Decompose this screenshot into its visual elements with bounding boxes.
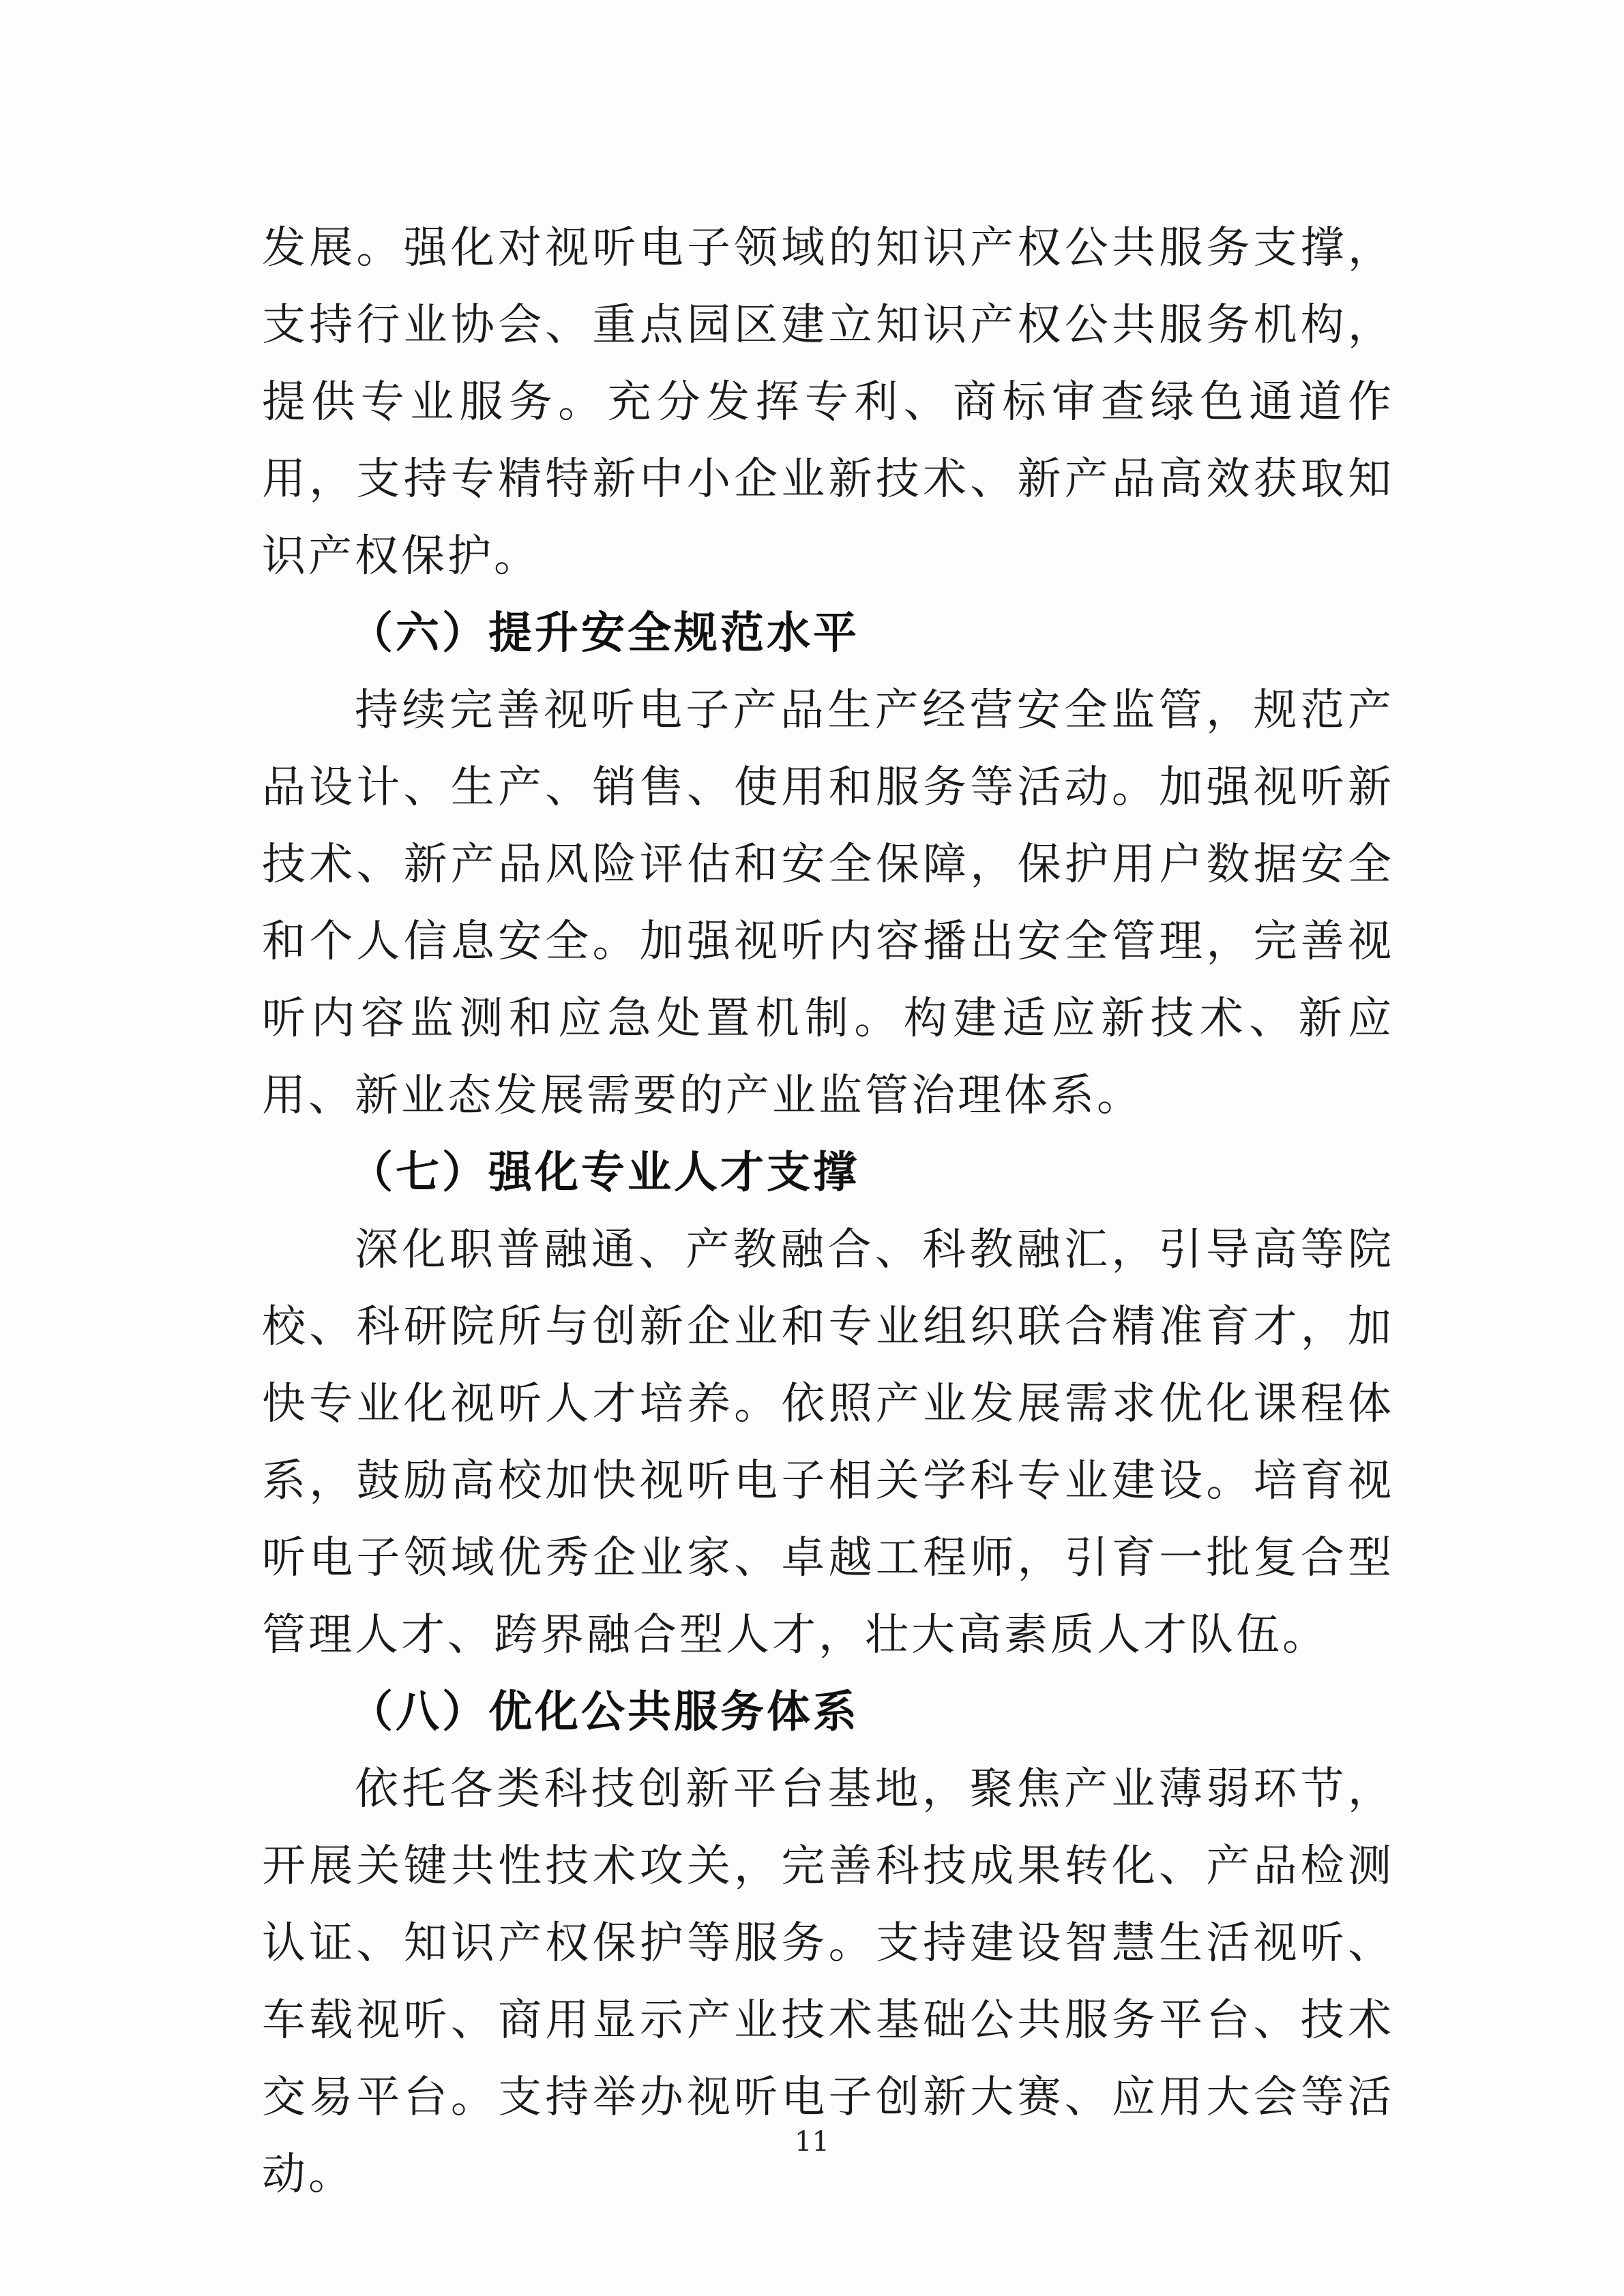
page-number: 11 [795,2126,829,2158]
paragraph-public-services: 依托各类科技创新平台基地，聚焦产业薄弱环节，开展关键共性技术攻关，完善科技成果转化、产品检测认证、知识产权保护等服务。支持建设智慧生活视听、车载视听、商用显示产业技术基础公共服务平台、技术交易平台。支持举办视听电子创新大赛、应用大会等活动。 [262,1764,1394,2200]
heading-section-8: （八）优化公共服务体系 [349,1687,859,1738]
heading-section-7: （七）强化专业人才支撑 [349,1148,859,1198]
paragraph-talent-support: 深化职普融通、产教融合、科教融汇，引导高等院校、科研院所与创新企业和专业组织联合精准育才，加快专业化视听人才培养。依照产业发展需求优化课程体系，鼓励高校加快视听电子相关学科专业建设。培育视听电子领域优秀企业家、卓越工程师，引育一批复合型管理人才、跨界融合型人才，壮大高素质人才队伍。 [262,1225,1394,1660]
paragraph-safety-standards: 持续完善视听电子产品生产经营安全监管，规范产品设计、生产、销售、使用和服务等活动。加强视听新技术、新产品风险评估和安全保障，保护用户数据安全和个人信息安全。加强视听内容播出安全管理，完善视听内容监测和应急处置机制。构建适应新技术、新应用、新业态发展需要的产业监管治理体系。 [262,685,1394,1121]
body-text [262,210,1394,2213]
heading-section-6: （六）提升安全规范水平 [349,608,859,659]
paragraph-ip-services: 发展。强化对视听电子领域的知识产权公共服务支撑，支持行业协会、重点园区建立知识产权公共服务机构，提供专业服务。充分发挥专利、商标审查绿色通道作用，支持专精特新中小企业新技术、新产品高效获取知识产权保护。 [262,223,1394,582]
